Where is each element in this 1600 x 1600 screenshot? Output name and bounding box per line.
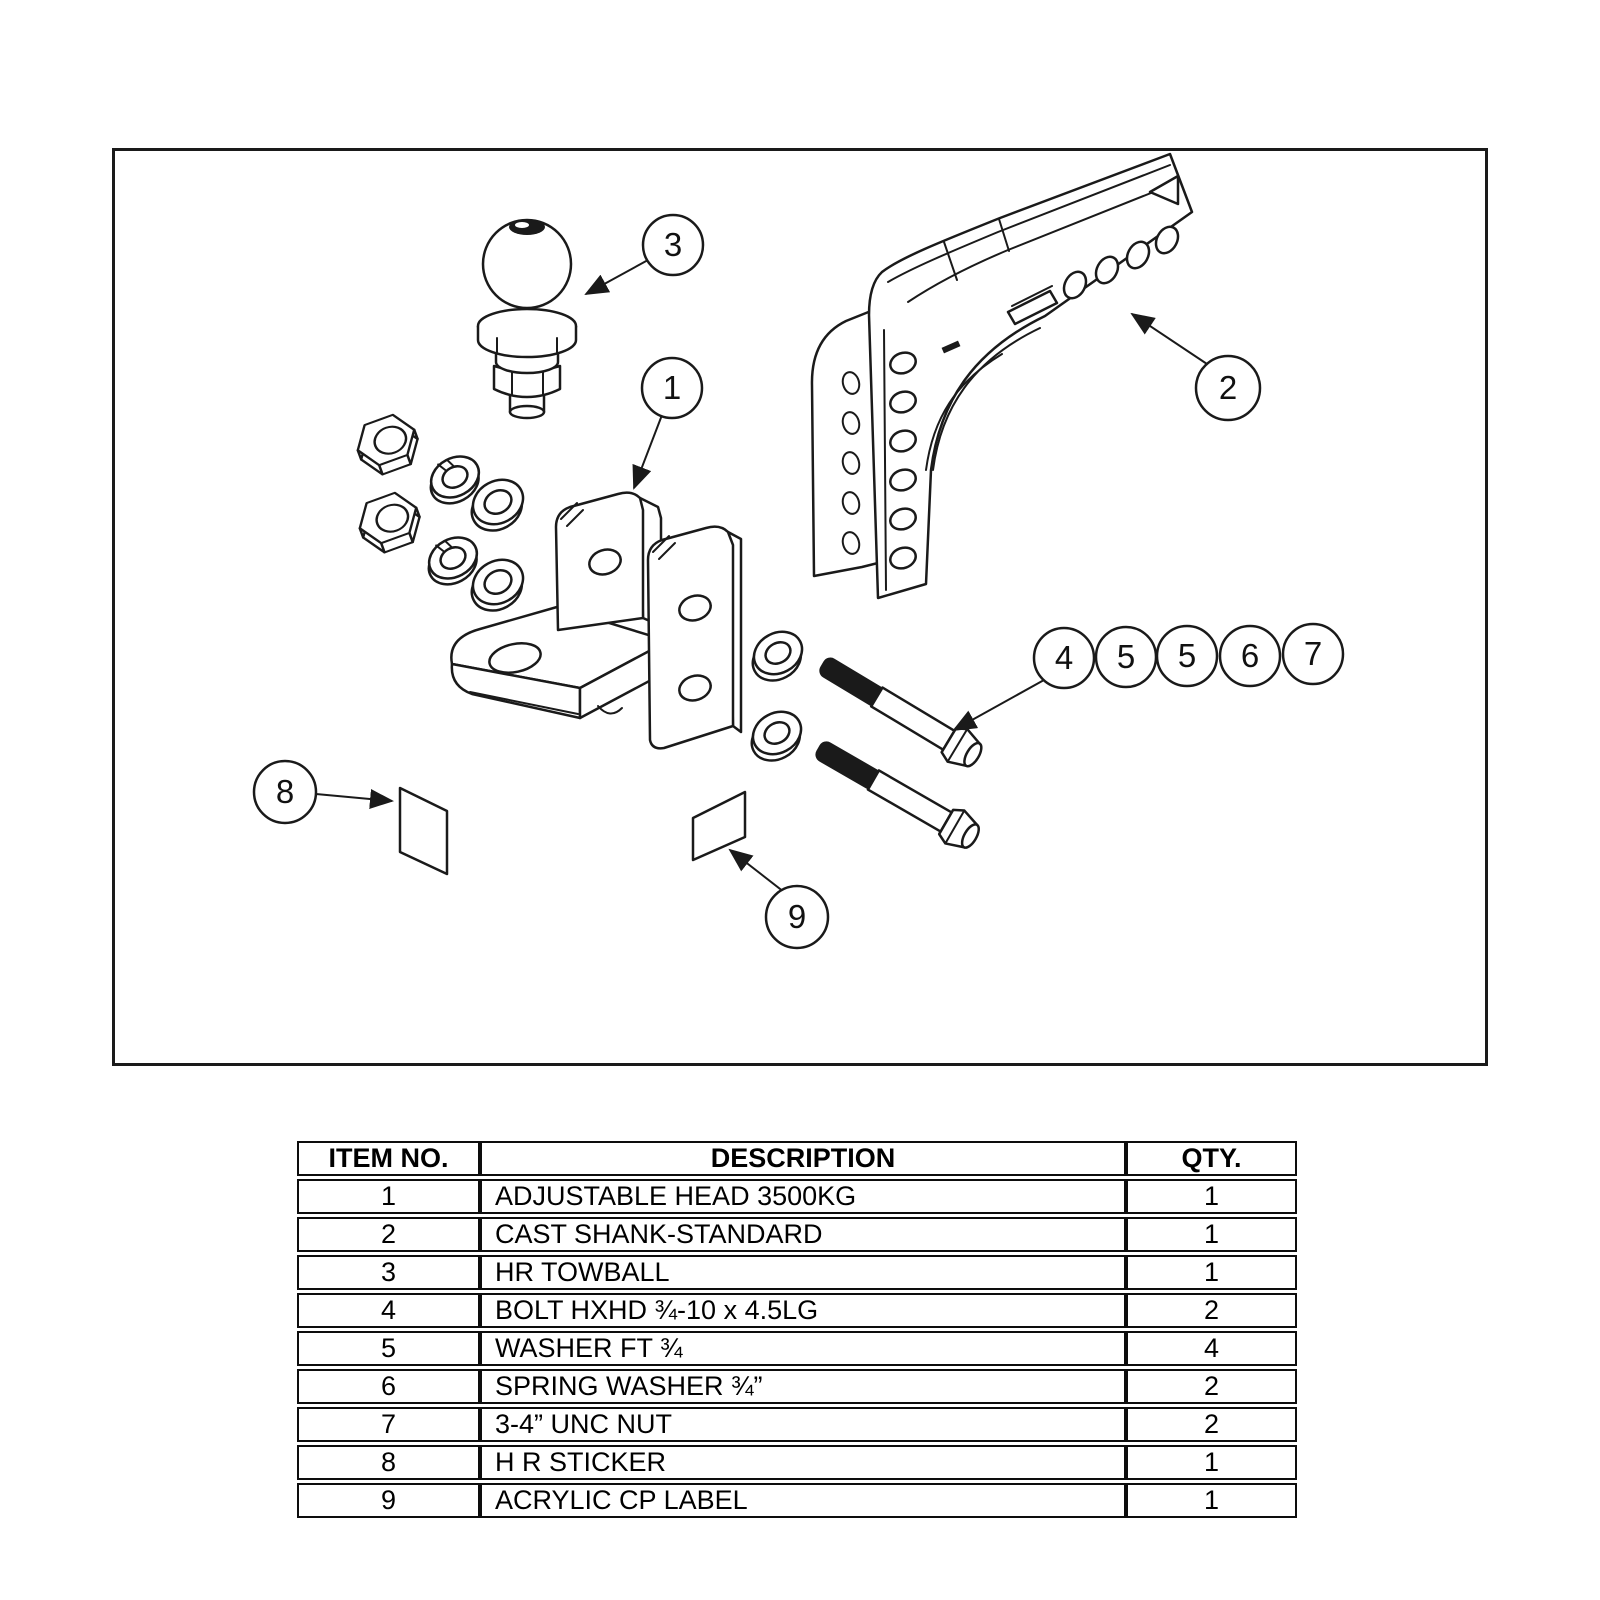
balloon-3 [643,215,703,275]
svg-text:9: 9 [787,898,807,935]
cell-description: 3-4” UNC NUT [480,1407,1126,1442]
table-row [297,1331,1297,1366]
leader-line-8 [316,794,392,801]
cell-qty: 2 [1126,1293,1297,1328]
svg-text:8: 8 [275,773,295,810]
cell-qty: 4 [1126,1331,1297,1366]
cell-description: ADJUSTABLE HEAD 3500KG [480,1179,1126,1214]
balloon-5a [1096,627,1156,687]
table-row [297,1217,1297,1252]
table-row [297,1483,1297,1518]
table-row [297,1293,1297,1328]
table-row [297,1445,1297,1480]
leader-line-1 [634,415,662,488]
cell-qty: 2 [1126,1407,1297,1442]
cell-description: H R STICKER [480,1445,1126,1480]
cell-description: CAST SHANK-STANDARD [480,1217,1126,1252]
cell-description: WASHER FT ¾ [480,1331,1126,1366]
cell-qty: 1 [1126,1179,1297,1214]
cell-description: BOLT HXHD ¾-10 x 4.5LG [480,1293,1126,1328]
towball-drawing [478,219,576,418]
cell-item-no: 7 [297,1407,480,1442]
cell-description: SPRING WASHER ¾” [480,1369,1126,1404]
cell-item-no: 1 [297,1179,480,1214]
balloon-8 [254,761,316,823]
svg-text:3: 3 [663,226,683,263]
balloon-7 [1283,624,1343,684]
cell-item-no: 9 [297,1483,480,1518]
leader-line-9 [730,850,784,892]
balloon-1 [642,358,702,418]
cell-item-no: 3 [297,1255,480,1290]
cell-qty: 2 [1126,1369,1297,1404]
leader-line-4 [954,680,1044,730]
cell-item-no: 4 [297,1293,480,1328]
hex-nut-drawing [353,488,427,558]
table-row [297,1369,1297,1404]
cell-qty: 1 [1126,1217,1297,1252]
balloon-2 [1196,356,1260,420]
table-header-row [297,1141,1297,1176]
balloon-4 [1034,628,1094,688]
table-row [297,1179,1297,1214]
leader-line-2 [1132,314,1207,364]
svg-text:5: 5 [1177,637,1197,674]
svg-text:4: 4 [1054,639,1074,676]
svg-text:2: 2 [1218,369,1238,406]
header-item-no: ITEM NO. [297,1141,480,1176]
cell-description: HR TOWBALL [480,1255,1126,1290]
table-row [297,1255,1297,1290]
svg-text:1: 1 [662,369,682,406]
balloon-9 [766,886,828,948]
flat-washer-drawing [742,704,811,769]
header-description: DESCRIPTION [480,1141,1126,1176]
cell-qty: 1 [1126,1255,1297,1290]
svg-text:7: 7 [1303,635,1323,672]
cell-description: ACRYLIC CP LABEL [480,1483,1126,1518]
bom-table [297,1138,1297,1521]
cell-item-no: 2 [297,1217,480,1252]
svg-text:6: 6 [1240,637,1260,674]
leader-line-3 [586,260,648,294]
svg-text:5: 5 [1116,638,1136,675]
cell-item-no: 8 [297,1445,480,1480]
exploded-view-panel [112,148,1488,1066]
cell-item-no: 5 [297,1331,480,1366]
hr-sticker-drawing [400,788,447,874]
cast-shank-drawing [812,154,1192,598]
hex-nut-drawing [351,410,425,480]
flat-washer-drawing [743,624,812,689]
cell-item-no: 6 [297,1369,480,1404]
table-row [297,1407,1297,1442]
balloon-5b [1157,626,1217,686]
cell-qty: 1 [1126,1483,1297,1518]
cell-qty: 1 [1126,1445,1297,1480]
balloon-6 [1220,626,1280,686]
header-qty: QTY. [1126,1141,1297,1176]
acrylic-label-drawing [693,792,745,860]
